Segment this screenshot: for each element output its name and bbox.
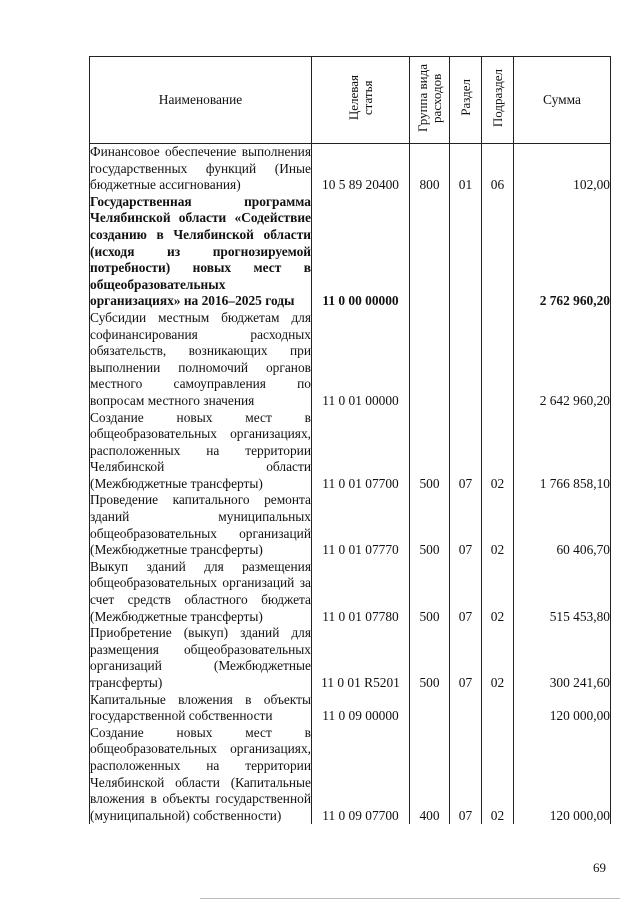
row-subsection: 02 — [482, 725, 514, 825]
row-section: 07 — [450, 559, 482, 625]
row-expense-group — [410, 692, 450, 725]
row-section — [450, 194, 482, 310]
table-row — [90, 492, 611, 558]
row-name: Субсидии местным бюджетам для софинансирования расходных обязательств, возникающих при выполнении полномочий органов местного самоуправления по вопросам местного значения — [90, 309, 311, 408]
row-section: 07 — [450, 410, 482, 493]
row-sum: 60 406,70 — [514, 492, 611, 558]
budget-table — [89, 56, 611, 824]
row-subsection: 02 — [482, 410, 514, 493]
row-expense-group: 500 — [410, 625, 450, 691]
row-expense-group: 400 — [410, 725, 450, 825]
row-target-code: 11 0 01 07770 — [312, 492, 410, 558]
row-expense-group: 800 — [410, 144, 450, 194]
table-row — [90, 144, 611, 194]
row-sum: 120 000,00 — [514, 725, 611, 825]
row-target-code: 11 0 01 07700 — [312, 410, 410, 493]
header-group: Группа вида расходов — [410, 57, 450, 144]
row-sum: 515 453,80 — [514, 559, 611, 625]
row-target-code: 11 0 01 R5201 — [312, 625, 410, 691]
row-name: Создание новых мест в общеобразовательных организациях, расположенных на территории Челябинской области (Межбюджетные трансферты) — [90, 409, 311, 491]
row-expense-group — [410, 194, 450, 310]
row-sum: 300 241,60 — [514, 625, 611, 691]
row-sum: 1 766 858,10 — [514, 410, 611, 493]
header-sum: Сумма — [514, 57, 611, 144]
row-name: Создание новых мест в общеобразовательных организациях, расположенных на территории Челябинской области (Капитальные вложения в объекты государственной (муниципальной) собственности) — [90, 724, 311, 823]
row-section — [450, 310, 482, 410]
row-expense-group: 500 — [410, 559, 450, 625]
row-name: Выкуп зданий для размещения общеобразовательных организаций за счет средств областного бюджета (Межбюджетные трансферты) — [90, 558, 311, 624]
table-row — [90, 559, 611, 625]
header-target: Целевая статья — [312, 57, 410, 144]
table-row — [90, 410, 611, 493]
row-subsection — [482, 692, 514, 725]
row-name: Капитальные вложения в объекты государственной собственности — [90, 691, 311, 724]
row-subsection — [482, 194, 514, 310]
row-name: Приобретение (выкуп) зданий для размещения общеобразовательных организаций (Межбюджетные трансферты) — [90, 625, 311, 690]
table-row — [90, 692, 611, 725]
row-target-code: 11 0 01 00000 — [312, 310, 410, 410]
row-expense-group — [410, 310, 450, 410]
row-section: 07 — [450, 625, 482, 691]
footer-line — [200, 898, 620, 899]
row-subsection: 02 — [482, 559, 514, 625]
row-sum: 102,00 — [514, 144, 611, 194]
row-target-code: 11 0 09 00000 — [312, 692, 410, 725]
row-subsection — [482, 310, 514, 410]
row-target-code: 10 5 89 20400 — [312, 144, 410, 194]
row-section: 07 — [450, 492, 482, 558]
row-expense-group: 500 — [410, 492, 450, 558]
row-section: 01 — [450, 144, 482, 194]
row-target-code: 11 0 09 07700 — [312, 725, 410, 825]
table-row — [90, 725, 611, 825]
row-target-code: 11 0 00 00000 — [312, 194, 410, 310]
table-row — [90, 194, 611, 310]
row-sum: 2 642 960,20 — [514, 310, 611, 410]
row-sum: 120 000,00 — [514, 692, 611, 725]
row-name: Государственная программа Челябинской области «Содействие созданию в Челябинской области (исходя из прогнозируемой потребности) новых мест в общеобразовательных организациях» на 2016–2025 годы — [90, 193, 311, 309]
table-header-row — [90, 57, 611, 144]
header-name: Наименование — [90, 57, 312, 144]
row-name: Проведение капитального ремонта зданий муниципальных общеобразовательных организаций (Межбюджетные трансферты) — [90, 492, 311, 558]
row-sum: 2 762 960,20 — [514, 194, 611, 310]
row-target-code: 11 0 01 07780 — [312, 559, 410, 625]
page-number: 69 — [593, 860, 606, 875]
row-section: 07 — [450, 725, 482, 825]
row-section — [450, 692, 482, 725]
header-section: Раздел — [450, 57, 482, 144]
row-expense-group: 500 — [410, 410, 450, 493]
table-row — [90, 625, 611, 691]
row-subsection: 06 — [482, 144, 514, 194]
row-subsection: 02 — [482, 625, 514, 691]
row-name: Финансовое обеспечение выполнения государственных функций (Иные бюджетные ассигнования) — [90, 144, 311, 193]
header-subsection: Подраздел — [482, 57, 514, 144]
table-row — [90, 310, 611, 410]
row-subsection: 02 — [482, 492, 514, 558]
